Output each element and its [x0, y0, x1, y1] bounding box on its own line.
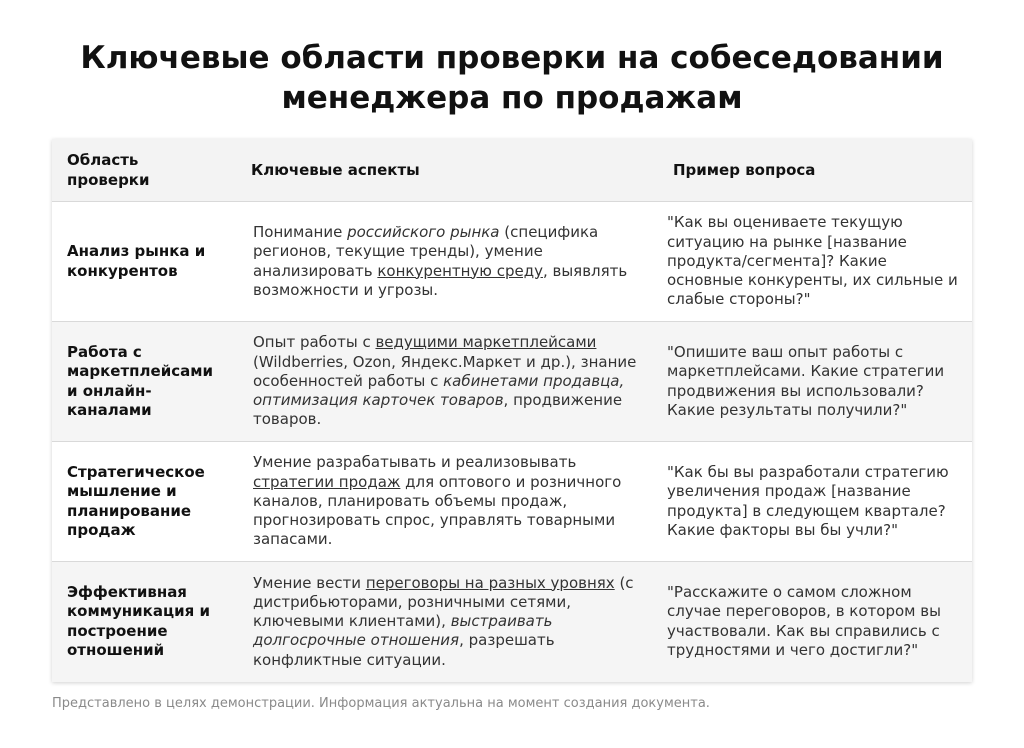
aspect-emphasis: кабинетами продавца, оптимизация карточек товаров	[253, 371, 625, 410]
aspect-text: , продвижение товаров.	[253, 391, 623, 429]
aspect-text: , разрешать конфликтные ситуации.	[253, 631, 555, 669]
aspect-emphasis: переговоры на разных уровнях	[365, 573, 615, 592]
table-body	[52, 202, 972, 682]
cell-area: Анализ рынка и конкурентов	[67, 242, 206, 280]
cell-aspects	[237, 202, 659, 322]
aspect-emphasis: конкурентную среду	[377, 261, 543, 280]
footnote: Представлено в целях демонстрации. Информация актуальна на момент создания документа.	[52, 696, 710, 711]
aspect-emphasis: российского рынка	[347, 222, 500, 241]
header-aspects: Ключевые аспекты	[237, 139, 659, 202]
interview-areas-table-card	[52, 139, 972, 682]
aspect-text: (Wildberries, Ozon, Яндекс.Маркет и др.), знание особенностей работы с	[253, 352, 637, 390]
aspect-text: (с дистрибьюторами, розничными сетями, ключевыми клиентами),	[253, 573, 634, 631]
aspect-text: для оптового и розничного каналов, планировать объемы продаж, прогнозировать спрос, управлять товарными запасами.	[253, 472, 622, 549]
table-row	[52, 202, 972, 322]
cell-area: Работа с маркетплейсами и онлайн-каналами	[67, 342, 213, 419]
cell-area: Эффективная коммуникация и построение отношений	[67, 582, 210, 660]
header-area: Область проверки	[52, 139, 237, 202]
cell-question: "Расскажите о самом сложном случае переговоров, в котором вы участвовали. Как вы справились с трудностями и чего достигли?"	[667, 583, 941, 660]
aspect-emphasis: ведущими маркетплейсами	[375, 333, 597, 352]
table-row	[52, 442, 972, 562]
header-question: Пример вопроса	[659, 139, 972, 202]
aspect-text: Умение разрабатывать и реализовывать	[253, 453, 577, 472]
table-header-row	[52, 139, 972, 202]
cell-question: "Как вы оцениваете текущую ситуацию на рынке [название продукта/сегмента]? Какие основные конкуренты, их сильные и слабые стороны?"	[667, 213, 958, 309]
cell-area: Стратегическое мышление и планирование продаж	[67, 462, 205, 539]
aspect-text: (специфика регионов, текущие тренды), умение анализировать	[253, 222, 599, 280]
aspect-text: Понимание	[253, 222, 348, 241]
cell-aspects	[237, 322, 659, 442]
table-row	[52, 562, 972, 682]
interview-areas-table	[52, 139, 972, 682]
cell-aspects	[237, 562, 659, 682]
cell-aspects	[237, 442, 659, 562]
aspect-text: Умение вести	[253, 573, 366, 592]
aspect-text: Опыт работы с	[253, 333, 376, 352]
table-row	[52, 322, 972, 442]
aspect-emphasis: стратегии продаж	[253, 472, 401, 491]
page-title: Ключевые области проверки на собеседовании менеджера по продажам	[80, 40, 944, 116]
cell-question: "Как бы вы разработали стратегию увеличения продаж [название продукта] в следующем квартале? Какие факторы вы бы учли?"	[667, 462, 949, 539]
cell-question: "Опишите ваш опыт работы с маркетплейсами. Какие стратегии продвижения вы использовали? Какие результаты получили?"	[667, 342, 945, 419]
aspect-emphasis: выстраивать долгосрочные отношения	[253, 612, 553, 650]
aspect-text: , выявлять возможности и угрозы.	[253, 261, 628, 299]
